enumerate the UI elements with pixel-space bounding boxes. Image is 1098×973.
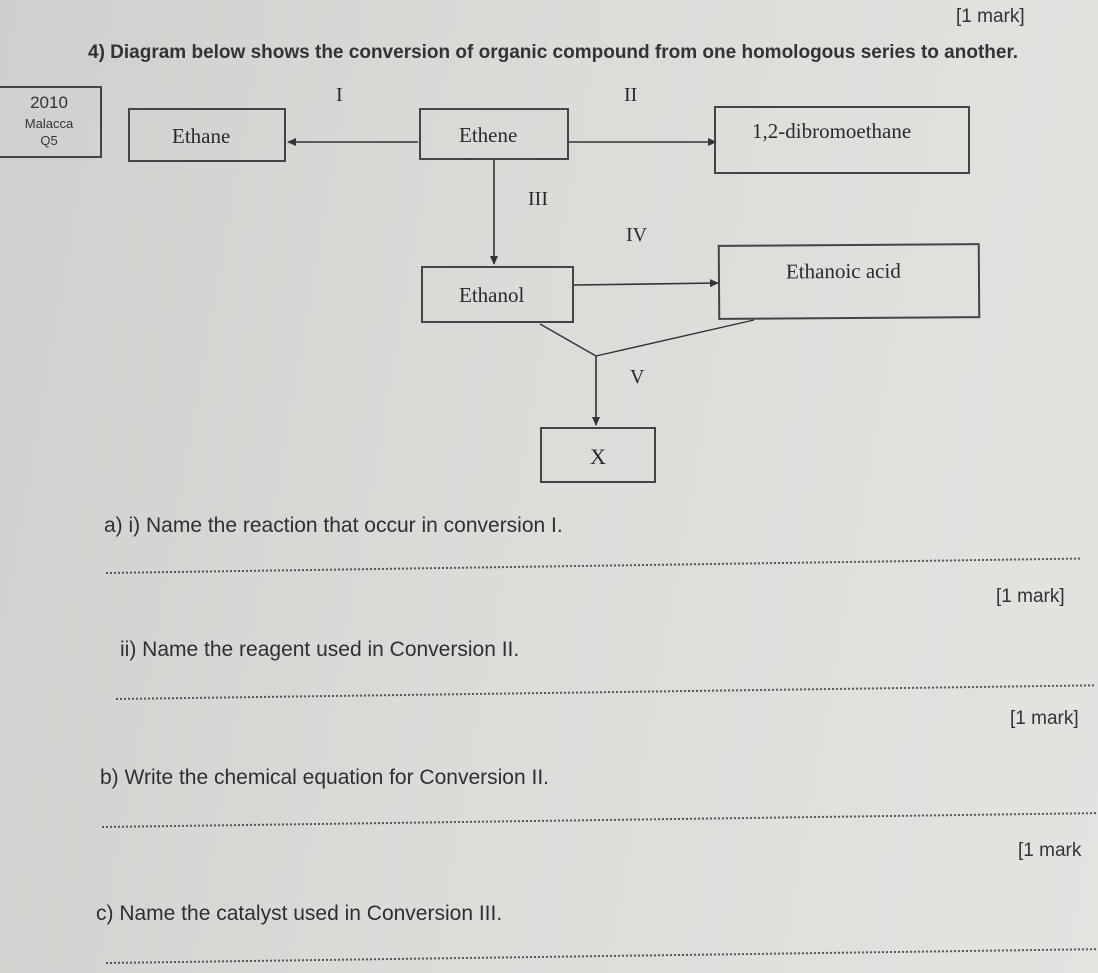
mark-b: [1 mark: [1018, 840, 1082, 861]
question-title: 4) Diagram below shows the conversion of organic compound from one homologous series to another.: [88, 42, 1019, 63]
ethanol-box: [421, 266, 574, 323]
ethane-box: [128, 108, 286, 162]
ethanol-label: Ethanol: [459, 283, 525, 307]
ethene-label: Ethene: [459, 123, 518, 147]
source-question: Q5: [40, 133, 58, 148]
arrow-conversion-iv: [574, 283, 718, 285]
conversion-iv-label: IV: [626, 224, 648, 246]
ethanoic-acid-label: Ethanoic acid: [785, 258, 901, 284]
mark-a-i: [1 mark]: [996, 586, 1065, 607]
ethanoic-acid-box: [718, 243, 981, 320]
ethene-box: [419, 108, 569, 160]
conversion-v-label: V: [630, 366, 645, 388]
dibromoethane-label: 1,2-dibromoethane: [752, 119, 912, 143]
dibromoethane-box: [714, 106, 970, 174]
conversion-i-label: I: [336, 84, 343, 106]
mark-a-ii: [1 mark]: [1010, 708, 1079, 729]
x-label: X: [590, 444, 606, 469]
x-box: [540, 427, 656, 483]
question-b: b) Write the chemical equation for Conversion II.: [100, 766, 549, 789]
question-c: c) Name the catalyst used in Conversion III.: [96, 902, 503, 925]
conversion-ii-label: II: [624, 84, 638, 106]
previous-question-mark: [1 mark]: [956, 6, 1025, 27]
source-year: 2010: [30, 93, 68, 112]
ethane-label: Ethane: [172, 124, 231, 148]
line-from-ethanol: [540, 324, 596, 356]
question-a-i: a) i) Name the reaction that occur in conversion I.: [104, 514, 563, 537]
line-from-ethanoic-acid: [596, 320, 754, 356]
question-a-ii: ii) Name the reagent used in Conversion II.: [120, 638, 520, 661]
conversion-iii-label: III: [528, 188, 548, 210]
source-place: Malacca: [24, 116, 74, 131]
